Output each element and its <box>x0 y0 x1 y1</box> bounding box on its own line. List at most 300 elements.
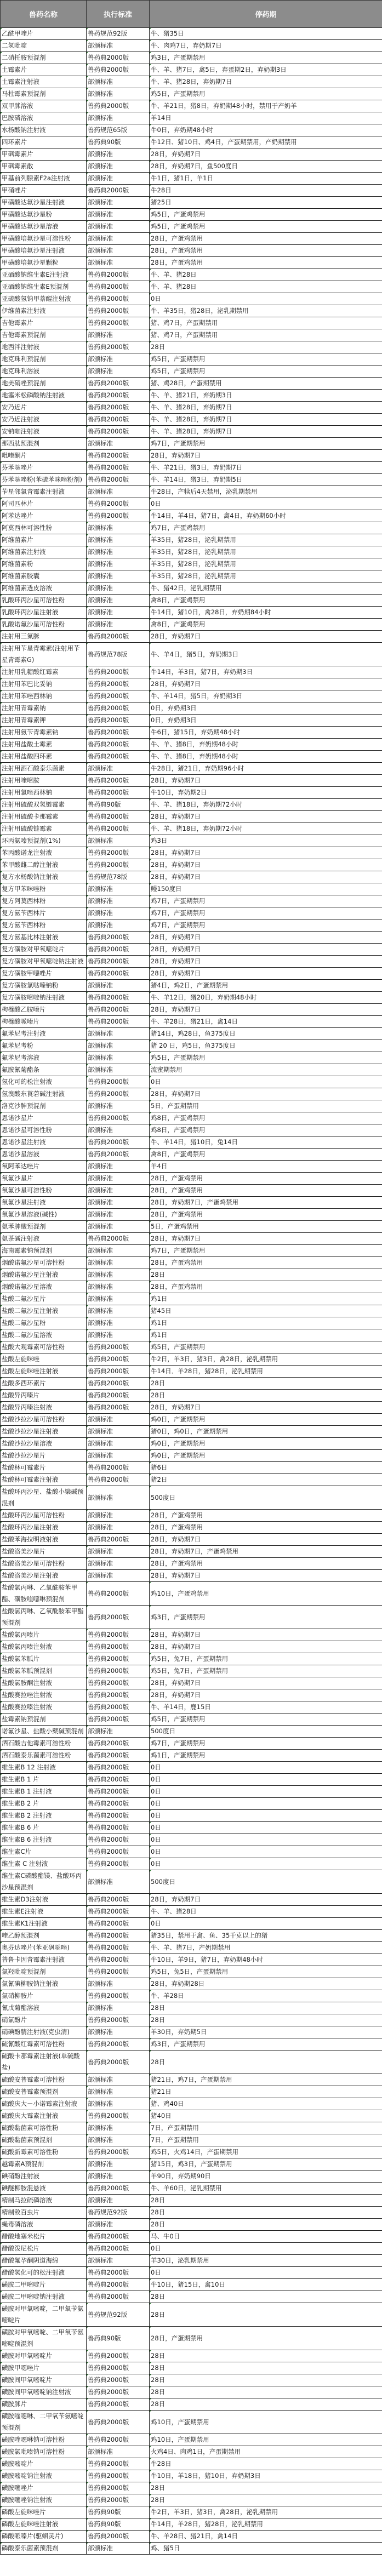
drug-name-cell: 维生素B 12 注射液 <box>1 1762 87 1774</box>
withdrawal-period-cell: 28日 <box>150 2398 382 2411</box>
table-row <box>1 2291 382 2303</box>
drug-name-cell: 二硝托胺预混剂 <box>1 52 87 64</box>
standard-cell: 兽药典2000版 <box>87 2279 150 2291</box>
drug-name-cell: 洛克沙胂预混剂 <box>1 1100 87 1112</box>
table-row <box>1 1004 382 1016</box>
withdrawal-period-cell: 28日，弃奶期7日 <box>150 678 382 690</box>
withdrawal-period-cell: 28日，弃奶期7日 <box>150 450 382 462</box>
withdrawal-period-cell: 鸡7日，产蛋期禁用 <box>150 1245 382 1257</box>
withdrawal-period-cell: 羊35日，猪28日，泌乳期禁用 <box>150 546 382 558</box>
table-row <box>1 2362 382 2374</box>
drug-name-cell: 甲砜霉素片 <box>1 148 87 161</box>
table-row <box>1 2482 382 2494</box>
drug-name-cell: 喹乙醇预混剂 <box>1 1930 87 1942</box>
table-row <box>1 1209 382 1221</box>
withdrawal-period-cell: 0日 <box>150 1918 382 1930</box>
withdrawal-period-cell: 牛、羊14日，猪3日，弃奶期5日 <box>150 474 382 486</box>
standard-cell: 兽药典2000版 <box>87 52 150 64</box>
table-row <box>1 510 382 522</box>
standard-cell: 部颁标准 <box>87 1173 150 1185</box>
standard-cell: 兽药典2000版 <box>87 1112 150 1124</box>
drug-name-cell: 注射用酒石酸泰乐菌素 <box>1 763 87 775</box>
standard-cell: 兽药典2000版 <box>87 450 150 462</box>
table-row <box>1 2458 382 2470</box>
table-row <box>1 2446 382 2458</box>
drug-name-cell: 伊维菌素注射液 <box>1 305 87 317</box>
drug-name-cell: 醋酸氢化可的松注射液 <box>1 2267 87 2279</box>
drug-name-cell: 阿维菌素片 <box>1 534 87 546</box>
standard-cell: 部颁标准 <box>87 1726 150 1738</box>
drug-name-cell: 维生素K1注射液 <box>1 1918 87 1930</box>
drug-name-cell: 蝇毒磷溶液 <box>1 2219 87 2231</box>
standard-cell: 部颁标准 <box>87 1426 150 1438</box>
standard-cell: 部颁标准 <box>87 1221 150 1233</box>
withdrawal-period-cell: 牛、羊21日，猪3日，弃奶期7日 <box>150 462 382 474</box>
standard-cell: 兽药典2000版 <box>87 269 150 281</box>
drug-name-cell: 盐酸二氟沙星注射液 <box>1 1305 87 1317</box>
table-row <box>1 390 382 402</box>
standard-cell: 兽药典2000版 <box>87 498 150 510</box>
withdrawal-period-cell: 羊14日 <box>150 112 382 124</box>
table-row <box>1 1474 382 1486</box>
drug-name-cell: 盐酸左旋咪唑注射液 <box>1 1366 87 1378</box>
standard-cell: 兽药典2000版 <box>87 811 150 823</box>
table-row <box>1 1353 382 1366</box>
drug-name-cell: 维生素D3注射液 <box>1 1894 87 1906</box>
standard-cell: 兽药典2000版 <box>87 823 150 835</box>
withdrawal-period-cell: 猪45日 <box>150 1305 382 1317</box>
standard-cell: 部颁标准 <box>87 148 150 161</box>
standard-cell: 部颁标准 <box>87 2122 150 2134</box>
standard-cell: 部颁标准 <box>87 1040 150 1052</box>
drug-name-cell: 盐酸氯丙啉、乙氧酰胺苯甲酯预混剂 <box>1 1606 87 1629</box>
drug-name-cell: 硫酸黏菌素预混剂 <box>1 2134 87 2146</box>
drug-name-cell: 复方阿莫西林粉 <box>1 895 87 907</box>
table-row <box>1 1870 382 1894</box>
withdrawal-period-cell: 猪、鸡7日，产蛋期禁用 <box>150 317 382 329</box>
table-row <box>1 1173 382 1185</box>
table-row <box>1 1149 382 1161</box>
table-row <box>1 426 382 438</box>
standard-cell: 部颁标准 <box>87 40 150 52</box>
standard-cell: 部颁标准 <box>87 245 150 257</box>
standard-cell: 兽药典2000版 <box>87 2110 150 2122</box>
drug-name-cell: 注射用喹嘧胺 <box>1 775 87 787</box>
standard-cell: 部颁标准 <box>87 2002 150 2014</box>
standard-cell: 兽药典2000版 <box>87 956 150 968</box>
standard-cell: 兽药典90版 <box>87 2327 150 2350</box>
drug-name-cell: 安乃近注射液 <box>1 414 87 426</box>
table-row <box>1 365 382 378</box>
withdrawal-period-cell: 牛、羊、猪7日，产奶期禁用 <box>150 1942 382 1954</box>
standard-cell: 部颁标准 <box>87 329 150 341</box>
withdrawal-period-cell: 猪2日 <box>150 1474 382 1486</box>
drug-name-cell: 甲砜霉素散 <box>1 161 87 173</box>
withdrawal-period-cell: 28日，弃奶期7日，产蛋鸡禁用 <box>150 1197 382 1209</box>
table-row <box>1 895 382 907</box>
standard-cell: 兽药典2000版 <box>87 1798 150 1810</box>
standard-cell: 部颁标准 <box>87 883 150 895</box>
drug-name-cell: 氟苯尼考注射液 <box>1 1028 87 1040</box>
standard-cell: 部颁标准 <box>87 486 150 498</box>
table-row <box>1 2470 382 2482</box>
table-row <box>1 546 382 558</box>
table-row <box>1 486 382 498</box>
table-row <box>1 1438 382 1450</box>
withdrawal-period-cell: 0日 <box>150 1822 382 1834</box>
table-row <box>1 751 382 763</box>
drug-name-cell: 土霉素片 <box>1 64 87 76</box>
table-row <box>1 2327 382 2350</box>
drug-name-cell: 枸橼酸乙胺嗪片 <box>1 1004 87 1016</box>
table-row <box>1 450 382 462</box>
drug-name-cell: 阿维菌素粉 <box>1 558 87 570</box>
table-row <box>1 1100 382 1112</box>
table-row <box>1 1701 382 1713</box>
withdrawal-period-cell: 牛14日，羊3日，猪7日，弃奶期3日 <box>150 666 382 678</box>
drug-name-cell: 盐酸二氟沙星粉 <box>1 1317 87 1329</box>
standard-cell: 兽药典2000版 <box>87 690 150 702</box>
standard-cell: 兽药典2000版 <box>87 402 150 414</box>
drug-name-cell: 盐酸氯丙嗪注射液 <box>1 1641 87 1653</box>
table-row <box>1 2350 382 2362</box>
withdrawal-period-cell: 0日 <box>150 1774 382 1786</box>
standard-cell: 部颁标准 <box>87 2158 150 2171</box>
withdrawal-period-cell: 鸡、猪5日 <box>150 2543 382 2555</box>
drug-name-cell: 磺胺脒片 <box>1 2398 87 2411</box>
withdrawal-period-cell: 牛、羊14日，猪10日，兔14日 <box>150 1136 382 1149</box>
table-row <box>1 2518 382 2531</box>
drug-name-cell: 氨苯胂酸预混剂 <box>1 1221 87 1233</box>
table-row <box>1 1750 382 1762</box>
withdrawal-period-cell: 28日，弃奶期7日，鱼500度日 <box>150 161 382 173</box>
withdrawal-period-cell: 28日，弃奶期7日 <box>150 1894 382 1906</box>
drug-name-cell: 盐酸氯胺酮注射液 <box>1 1677 87 1689</box>
table-row <box>1 341 382 353</box>
drug-name-cell: 盐酸沙拉沙星溶液 <box>1 1438 87 1450</box>
withdrawal-period-cell: 禽8日，产蛋鸡禁用 <box>150 619 382 631</box>
standard-cell: 部颁标准 <box>87 607 150 619</box>
standard-cell: 兽药典90版 <box>87 136 150 148</box>
table-row <box>1 2050 382 2074</box>
table-row <box>1 1124 382 1136</box>
table-row <box>1 1966 382 1978</box>
table-row <box>1 1846 382 1858</box>
standard-cell: 部颁标准 <box>87 173 150 185</box>
drug-name-cell: 维生素B 1 注射液 <box>1 1786 87 1798</box>
withdrawal-period-cell: 牛28日，产犊后4天禁用，泌乳期禁用 <box>150 486 382 498</box>
table-row <box>1 1677 382 1689</box>
drug-name-cell: 注射用盐酸土霉素 <box>1 739 87 751</box>
withdrawal-period-cell: 28日，弃奶期7日 <box>150 148 382 161</box>
withdrawal-period-cell: 牛10日，猪15日，禽10日 <box>150 2279 382 2291</box>
drug-name-cell: 甲基前列腺素F2a注射液 <box>1 173 87 185</box>
table-row <box>1 1185 382 1197</box>
withdrawal-period-cell: 28日，产蛋鸡禁用 <box>150 1173 382 1185</box>
standard-cell: 部颁标准 <box>87 365 150 378</box>
table-row <box>1 88 382 100</box>
withdrawal-period-cell: 牛14日．羊28日，猪28日，泌乳期禁用 <box>150 1366 382 1378</box>
withdrawal-period-cell: 牛10日，羊18日，猪10日，弃奶期3日 <box>150 2470 382 2482</box>
withdrawal-period-cell: 鸡5日，兔5日，产蛋期禁用 <box>150 1966 382 1978</box>
withdrawal-period-cell: 牛、羊14日，猪5日，弃奶期3日 <box>150 690 382 702</box>
table-row <box>1 799 382 811</box>
drug-name-cell: 注射用三氮脒 <box>1 631 87 643</box>
table-row <box>1 823 382 835</box>
standard-cell: 兽药典2000版 <box>87 751 150 763</box>
table-row <box>1 2195 382 2207</box>
standard-cell: 兽药典2000版 <box>87 727 150 739</box>
table-row <box>1 1390 382 1402</box>
standard-cell: 兽药典2000版 <box>87 1822 150 1834</box>
table-row <box>1 944 382 956</box>
drug-name-cell: 磺胺对甲氧嘧啶片 <box>1 2350 87 2362</box>
standard-cell: 部颁标准 <box>87 907 150 919</box>
drug-name-cell: 硝碘酚腈注射液(克虫清) <box>1 2026 87 2038</box>
withdrawal-period-cell: 28日，弃奶期7日 <box>150 859 382 871</box>
drug-name-cell: 地塞米松磷酸钠注射液 <box>1 390 87 402</box>
withdrawal-period-cell: 牛、羊28日、猪21日，禽14日 <box>150 2531 382 2543</box>
table-row <box>1 2386 382 2398</box>
table-row <box>1 1197 382 1209</box>
drug-name-cell: 复方氨苄西林片 <box>1 907 87 919</box>
standard-cell: 兽药典2000版 <box>87 2183 150 2195</box>
drug-name-cell: 磺胺对甲氧嘧啶，二甲氧苄氨嘧啶片 <box>1 2303 87 2327</box>
standard-cell: 兽药典2000版 <box>87 1738 150 1750</box>
table-row <box>1 595 382 607</box>
table-row <box>1 2494 382 2506</box>
withdrawal-period-cell: 0日 <box>150 293 382 305</box>
withdrawal-period-cell: 鸡1日，产蛋期禁用 <box>150 1750 382 1762</box>
standard-cell: 兽药典2000版 <box>87 1762 150 1774</box>
drug-name-cell: 盐酸沙拉沙星片 <box>1 1450 87 1462</box>
table-row <box>1 474 382 486</box>
table-row <box>1 859 382 871</box>
withdrawal-period-cell: 28日 <box>150 2207 382 2219</box>
table-row <box>1 1450 382 1462</box>
table-row <box>1 1293 382 1305</box>
withdrawal-period-cell: 28日 <box>150 1378 382 1390</box>
drug-name-cell: 氟胺氰菊酯条 <box>1 1064 87 1076</box>
table-row <box>1 1582 382 1606</box>
standard-cell: 部颁标准 <box>87 582 150 595</box>
drug-name-cell: 苯丙酸诺龙注射液 <box>1 847 87 859</box>
withdrawal-period-cell: 牛10日，羊9日，猪7日，弃奶期48小时 <box>150 1954 382 1966</box>
table-row <box>1 1052 382 1064</box>
drug-name-cell: 盐酸林可霉素注射液 <box>1 1474 87 1486</box>
table-row <box>1 1978 382 1990</box>
drug-name-cell: 阿维菌素注射液 <box>1 546 87 558</box>
table-row <box>1 1522 382 1534</box>
drug-name-cell: 盐酸氯苯胍片 <box>1 1653 87 1665</box>
standard-cell: 兽药典2000版 <box>87 775 150 787</box>
drug-name-cell: 磺胺间甲氧嘧啶片 <box>1 2374 87 2386</box>
standard-cell: 兽药典2000版 <box>87 847 150 859</box>
table-row <box>1 281 382 293</box>
drug-name-cell: 甲磺酸达氟沙星注射液 <box>1 197 87 209</box>
drug-name-cell: 乳酸环丙沙星可溶性粉 <box>1 595 87 607</box>
withdrawal-period-cell: 0日 <box>150 1798 382 1810</box>
table-row <box>1 1028 382 1040</box>
drug-name-cell: 维生素C磷酸酯镁、盐酸环丙沙星预混剂 <box>1 1870 87 1894</box>
drug-name-cell: 硫酸黏菌素可溶性粉 <box>1 2122 87 2134</box>
withdrawal-period-cell: 鸡7日，产蛋期禁用 <box>150 919 382 932</box>
drug-name-cell: 苄星邻氯青霉素注射液 <box>1 486 87 498</box>
withdrawal-period-cell: 鸡0日，产蛋期禁用 <box>150 1450 382 1462</box>
drug-name-cell: 氯羟吡啶预混剂 <box>1 1966 87 1978</box>
withdrawal-period-cell: 28日 <box>150 2362 382 2374</box>
withdrawal-period-cell: 28日，产蛋鸡禁用 <box>150 1185 382 1197</box>
drug-name-cell: 地克珠利溶液 <box>1 365 87 378</box>
withdrawal-period-cell: 28日，弃奶期7日 <box>150 1641 382 1653</box>
withdrawal-period-cell: 28日，弃奶期7日 <box>150 871 382 883</box>
drug-name-cell: 盐酸二氟沙星溶液 <box>1 1329 87 1341</box>
table-row <box>1 619 382 631</box>
standard-cell: 部颁标准 <box>87 595 150 607</box>
drug-name-cell: 巴胺磷溶液 <box>1 112 87 124</box>
standard-cell: 兽药典2000版 <box>87 1149 150 1161</box>
drug-name-cell: 碘硝酚注射液 <box>1 2171 87 2183</box>
table-row <box>1 1738 382 1750</box>
withdrawal-period-cell: 0日，弃奶期3日 <box>150 702 382 715</box>
standard-cell: 部颁标准 <box>87 1161 150 1173</box>
table-row <box>1 1954 382 1966</box>
table-row <box>1 1414 382 1426</box>
table-row <box>1 2134 382 2146</box>
standard-cell: 部颁标准 <box>87 2098 150 2110</box>
withdrawal-period-cell: 28日，弃奶期7日 <box>150 956 382 968</box>
standard-cell: 部颁标准 <box>87 1185 150 1197</box>
drug-name-cell: 磺胺噻唑钠注射液 <box>1 2494 87 2506</box>
drug-name-cell: 磺胺二甲嘧啶片 <box>1 2279 87 2291</box>
table-row <box>1 2506 382 2518</box>
standard-cell: 部颁标准 <box>87 2543 150 2555</box>
standard-cell: 部颁标准 <box>87 2086 150 2098</box>
withdrawal-period-cell: 鸡7日，产蛋期禁用 <box>150 1738 382 1750</box>
standard-cell: 部颁标准 <box>87 1209 150 1221</box>
standard-cell: 部颁标准 <box>87 233 150 245</box>
standard-cell: 兽药典2000版 <box>87 2458 150 2470</box>
drug-name-cell: 注射用氨苄青霉素钠 <box>1 727 87 739</box>
withdrawal-period-cell: 牛、羊、猪28日 <box>150 1906 382 1918</box>
standard-cell: 兽药典2000版 <box>87 1629 150 1641</box>
table-row <box>1 956 382 968</box>
standard-cell: 兽药典2000版 <box>87 2482 150 2494</box>
standard-cell: 部颁标准 <box>87 88 150 100</box>
standard-cell: 兽药典2000版 <box>87 1353 150 1366</box>
table-row <box>1 1245 382 1257</box>
standard-cell: 部颁标准 <box>87 1438 150 1450</box>
standard-cell: 部颁标准 <box>87 1028 150 1040</box>
drug-name-cell: 氰戊菊酯溶液 <box>1 2002 87 2014</box>
table-row <box>1 2183 382 2195</box>
table-row <box>1 402 382 414</box>
withdrawal-period-cell: 牛、羊、猪18日，弃奶期72小时 <box>150 799 382 811</box>
withdrawal-period-cell: 28日，产蛋鸡禁用 <box>150 257 382 269</box>
standard-cell: 兽药典2000版 <box>87 64 150 76</box>
table-row <box>1 907 382 919</box>
standard-cell: 部颁标准 <box>87 1329 150 1341</box>
standard-cell: 兽药典2000版 <box>87 1713 150 1726</box>
drug-name-cell: 氨茶碱注射液 <box>1 1233 87 1245</box>
standard-cell: 兽药典2000版 <box>87 2014 150 2026</box>
column-header-drug-name: 兽药名称 <box>1 1 87 28</box>
withdrawal-period-cell: 马、牛0日 <box>150 2231 382 2243</box>
withdrawal-period-cell: 牛、羊、猪28日，弃奶期7日 <box>150 76 382 88</box>
drug-name-cell: 乳酸环丙沙星注射液 <box>1 607 87 619</box>
drug-name-cell: 恩诺沙星注射液 <box>1 1136 87 1149</box>
standard-cell: 部颁标准 <box>87 353 150 365</box>
withdrawal-period-cell: 鸡3日，产蛋期禁用 <box>150 1606 382 1629</box>
table-row <box>1 2279 382 2291</box>
standard-cell: 部颁标准 <box>87 1317 150 1329</box>
withdrawal-period-cell: 羊35日，猪28日，泌乳期禁用 <box>150 558 382 570</box>
withdrawal-period-cell: 28日 <box>150 2482 382 2494</box>
withdrawal-period-cell: 鸡8日，产蛋鸡禁用 <box>150 1112 382 1124</box>
standard-cell: 兽药典2000版 <box>87 1954 150 1966</box>
standard-cell: 兽药典2000版 <box>87 666 150 678</box>
drug-name-cell: 磺胺甲噁唑片 <box>1 2362 87 2374</box>
withdrawal-period-cell: 牛、羊21日，猪8日，弃奶期48小时，禁用于产奶羊 <box>150 100 382 112</box>
table-row <box>1 100 382 112</box>
table-row <box>1 1040 382 1052</box>
drug-name-cell: 盐酸沙拉沙星注射液 <box>1 1426 87 1438</box>
withdrawal-period-cell: 28日 <box>150 2494 382 2506</box>
drug-name-cell: 亚硫酸氢钠甲萘醌注射液 <box>1 293 87 305</box>
drug-name-cell: 亚硒酸钠维生素E预混剂 <box>1 281 87 293</box>
withdrawal-period-cell: 鸡5日，产蛋期禁用 <box>150 1052 382 1064</box>
withdrawal-period-cell: 0日 <box>150 1858 382 1870</box>
drug-name-cell: 磺胺喹噁啉钠可溶性粉 <box>1 2434 87 2446</box>
drug-name-cell: 阿维菌素透皮溶液 <box>1 582 87 595</box>
drug-name-cell: 甲磺酸培氟沙星颗粒 <box>1 257 87 269</box>
column-header-withdrawal-period: 停药期 <box>150 1 382 28</box>
withdrawal-period-cell: 鸡0日，产蛋期禁用 <box>150 1438 382 1450</box>
table-row <box>1 1378 382 1390</box>
withdrawal-period-cell: 0日 <box>150 1810 382 1822</box>
withdrawal-period-cell: 猪14日，鸡28日，鱼375度日 <box>150 1028 382 1040</box>
withdrawal-period-cell: 500度日 <box>150 1726 382 1738</box>
table-row <box>1 2207 382 2219</box>
table-row <box>1 1546 382 1558</box>
table-row <box>1 715 382 727</box>
standard-cell: 兽药典2000版 <box>87 1402 150 1414</box>
standard-cell: 兽药典2000版 <box>87 378 150 390</box>
drug-name-cell: 二氢吡啶 <box>1 40 87 52</box>
standard-cell: 兽药典2000版 <box>87 1088 150 1100</box>
withdrawal-period-cell: 牛28日，猪21日，弃奶期96小时 <box>150 763 382 775</box>
withdrawal-period-cell: 28日 <box>150 2303 382 2327</box>
table-row <box>1 1136 382 1149</box>
withdrawal-period-cell: 牛、羊28日，猪21日，禽14日 <box>150 1016 382 1028</box>
drug-name-cell: 醋酸泼尼松片 <box>1 2243 87 2255</box>
standard-cell: 兽药典2000版 <box>87 992 150 1004</box>
table-row <box>1 631 382 643</box>
standard-cell: 部颁标准 <box>87 619 150 631</box>
drug-name-cell: 注射用苯唑西林钠 <box>1 690 87 702</box>
table-row <box>1 52 382 64</box>
table-row <box>1 607 382 619</box>
table-row <box>1 269 382 281</box>
drug-name-cell: 磷酸哌嗪片(驱蛔灵片) <box>1 2531 87 2543</box>
table-row <box>1 1426 382 1438</box>
standard-cell: 部颁标准 <box>87 1510 150 1522</box>
standard-cell: 部颁标准 <box>87 1269 150 1281</box>
withdrawal-period-cell: 羊30日，泌乳期禁用 <box>150 2255 382 2267</box>
drug-name-cell: 苯甲酸雌二醇注射液 <box>1 859 87 871</box>
table-row <box>1 1534 382 1546</box>
withdrawal-period-cell: 0日 <box>150 2243 382 2255</box>
